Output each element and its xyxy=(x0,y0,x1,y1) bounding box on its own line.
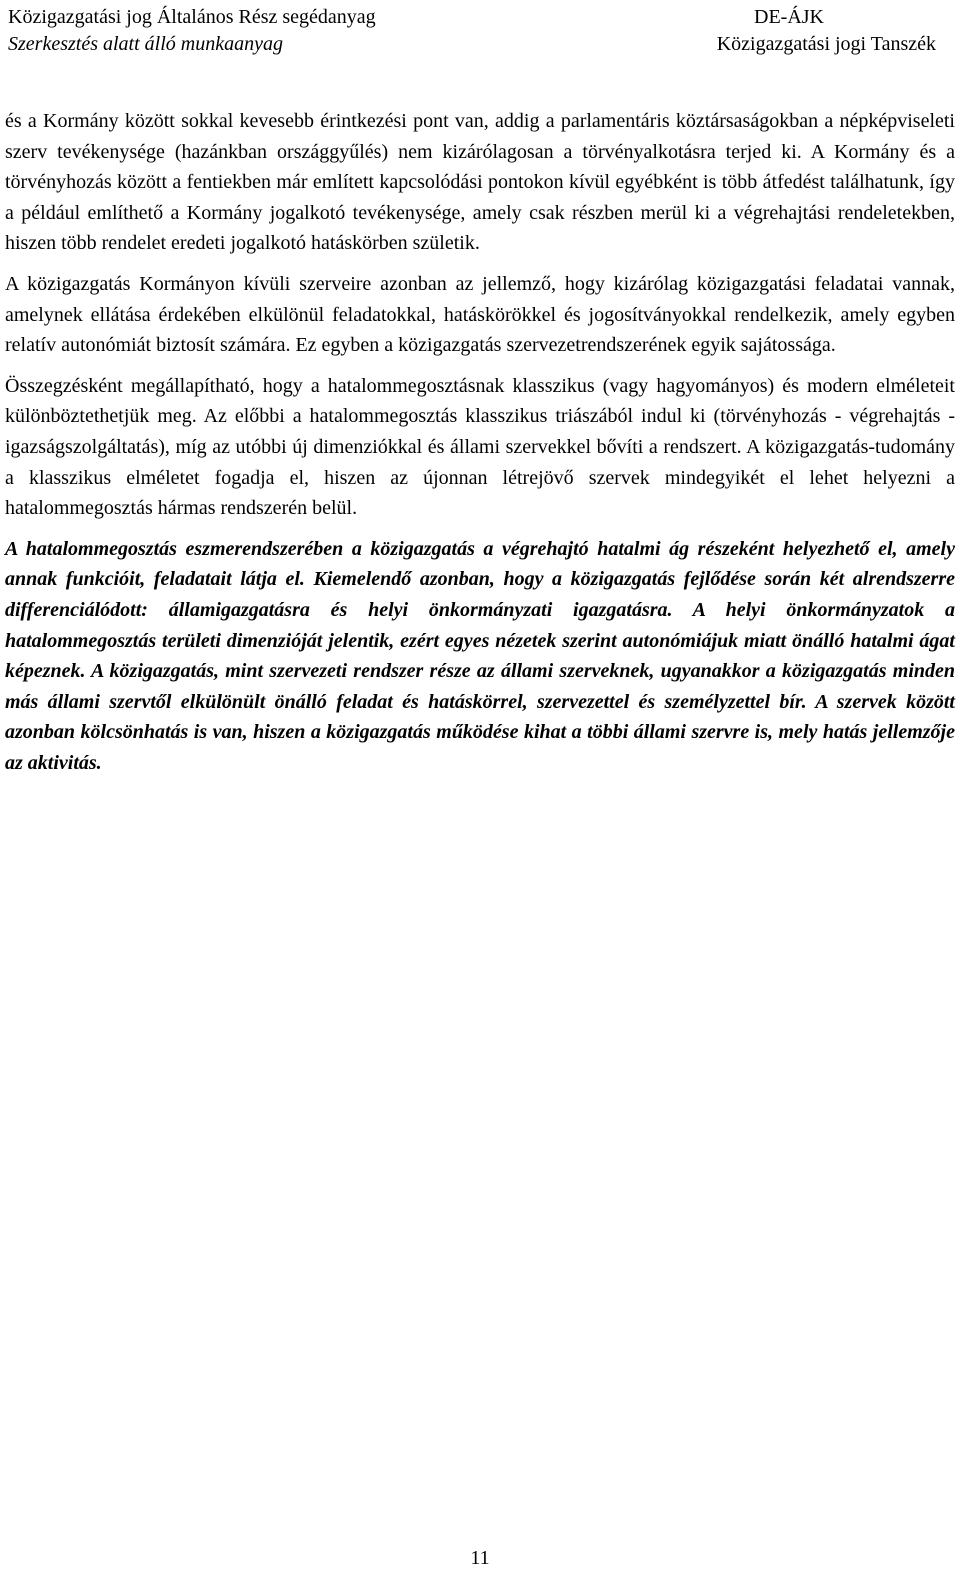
paragraph-3: Összegzésként megállapítható, hogy a hatalommegosztásnak klasszikus (vagy hagyományos) és modern elméleteit különböztethetjük meg. Az előbbi a hatalommegosztás klasszikus triászából indul ki (törvényhozás - végrehajtás - igazságszolgáltatás), míg az utóbbi új dimenziókkal és állami szervekkel bővíti a rendszert. A közigazgatás-tudomány a klasszikus elméletet fogadja el, hiszen az újonnan létrejövő szervek mindegyikét el lehet helyezni a hatalommegosztás hármas rendszerén belül. xyxy=(5,374,955,520)
header-department: Közigazgatási jogi Tanszék xyxy=(716,33,936,55)
header-institution: DE-ÁJK xyxy=(754,6,824,28)
paragraph-1: és a Kormány között sokkal kevesebb érintkezési pont van, addig a parlamentáris köztársaságokban a népképviseleti szerv tevékenysége (hazánkban országgyűlés) nem kizárólagosan a törvényalkotásra terjed ki. A Kormány és a törvényhozás között a fentiekben már említett kapcsolódási pontokon kívül egyébként is több átfedést találhatunk, így a például említhető a Kormány jogalkotó tevékenysége, amely csak részben merül ki a végrehajtási rendeletekben, hiszen több rendelet eredeti jogalkotó hatáskörben születik. xyxy=(5,110,955,255)
paragraph-4-emphasized: A hatalommegosztás eszmerendszerében a közigazgatás a végrehajtó hatalmi ág részeként helyezhető el, amely annak funkcióit, feladatait látja el. Kiemelendő azonban, hogy a közigazgatás fejlődése során két alrendszerre differenciálódott: államigazgatásra és helyi önkormányzati igazgatásra. A helyi önkormányzatok a hatalommegosztás területi dimenzióját jelentik, ezért egyes nézetek szerint autonómiájuk miatt önálló hatalmi ágat képeznek. A közigazgatás, mint szervezeti rendszer része az állami szerveknek, ugyanakkor a közigazgatás minden más állami szervtől elkülönült önálló feladat és hatáskörrel, szervezettel és személyzettel bír. A szervek között azonban kölcsönhatás is van, hiszen a közigazgatás működése kihat a többi állami szervre is, mely hatás jellemzője az aktivitás. xyxy=(5,537,955,774)
header-row-2 xyxy=(8,31,952,58)
header-draft-note: Szerkesztés alatt álló munkaanyag xyxy=(8,33,283,55)
header-row-1 xyxy=(8,4,952,31)
page-header xyxy=(8,4,952,58)
document-body xyxy=(5,106,955,788)
header-document-title: Közigazgatási jog Általános Rész segédanyag xyxy=(8,6,376,28)
paragraph-2: A közigazgatás Kormányon kívüli szerveire azonban az jellemző, hogy kizárólag közigazgatási feladatai vannak, amelynek ellátása érdekében elkülönül feladatokkal, hatáskörökkel és jogosítványokkal rendelkezik, amely egyben relatív autonómiát biztosít számára. Ez egyben a közigazgatás szervezetrendszerének egyik sajátossága. xyxy=(5,272,955,357)
page-number: 11 xyxy=(470,1547,490,1569)
